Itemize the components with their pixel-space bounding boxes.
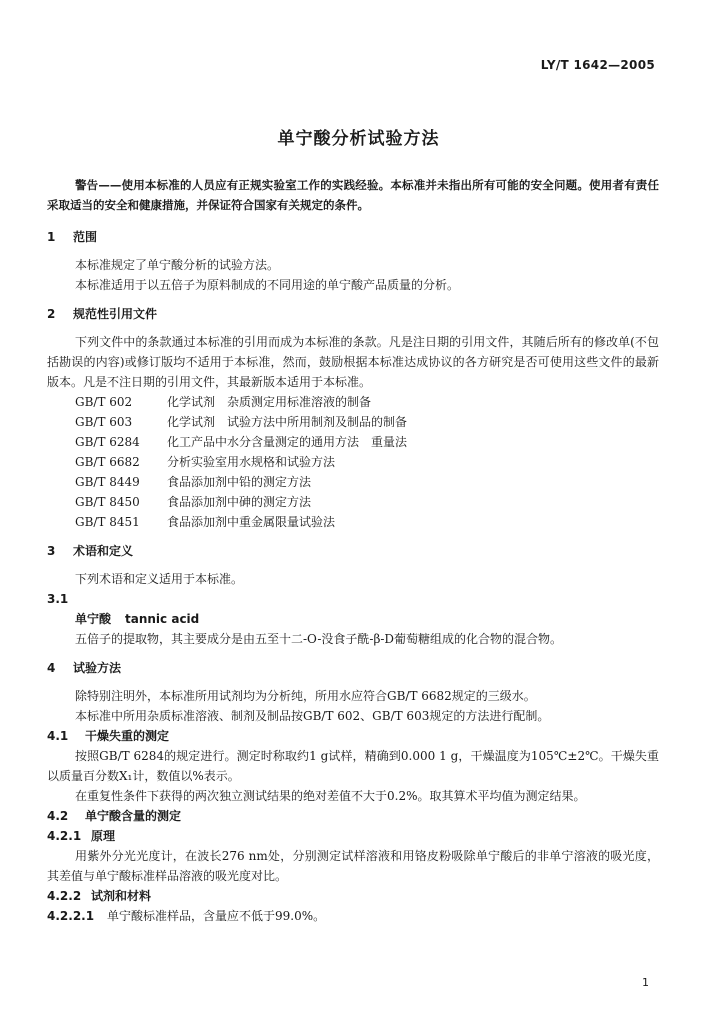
- paragraph: 本标准规定了单宁酸分析的试验方法。: [75, 258, 280, 272]
- subsubsection-heading-reagents: [47, 886, 659, 906]
- reference-name: 化工产品中水分含量测定的通用方法 重量法: [167, 435, 408, 449]
- reference-name: 分析实验室用水规格和试验方法: [167, 455, 336, 469]
- reference-item: [47, 512, 659, 532]
- reference-code: GB/T 8449: [75, 475, 140, 489]
- paragraph: 本标准适用于以五倍子为原料制成的不同用途的单宁酸产品质量的分析。: [75, 278, 460, 292]
- subsubsection-title: 原理: [91, 829, 116, 843]
- subsubsection-heading-principle: [47, 826, 659, 846]
- reference-code: GB/T 602: [75, 395, 133, 409]
- paragraph: 下列文件中的条款通过本标准的引用而成为本标准的条款。凡是注日期的引用文件，其随后所有的修改单(不包括勘误的内容)或修订版均不适用于本标准，然而，鼓励根据本标准达成协议的各方研究是否可使用这些文件的最新版本。凡是不注日期的引用文件，其最新版本适用于本标准。: [47, 335, 659, 389]
- reference-code: GB/T 603: [75, 415, 133, 429]
- clause-text: 单宁酸标准样品，含量应不低于99.0%。: [107, 909, 326, 923]
- section-title: 规范性引用文件: [73, 307, 158, 321]
- term-entry: [47, 609, 659, 629]
- section-heading-terms: [47, 541, 659, 561]
- section-number: 3: [47, 544, 56, 558]
- subsubsection-title: 试剂和材料: [91, 889, 152, 903]
- reference-code: GB/T 6284: [75, 435, 140, 449]
- subsection-title: 单宁酸含量的测定: [85, 809, 182, 823]
- subsection-number: 4.2: [47, 809, 69, 823]
- standard-code: LY/T 1642—2005: [540, 58, 655, 72]
- section-title: 术语和定义: [73, 544, 134, 558]
- reference-item: [47, 432, 659, 452]
- clause-item: [47, 906, 659, 926]
- reference-code: GB/T 8451: [75, 515, 140, 529]
- paragraph: 下列术语和定义适用于本标准。: [75, 572, 244, 586]
- clause-number: 4.2.2.1: [47, 909, 95, 923]
- reference-name: 化学试剂 试验方法中所用制剂及制品的制备: [167, 415, 408, 429]
- reference-name: 化学试剂 杂质测定用标准溶液的制备: [167, 395, 372, 409]
- page-number: 1: [642, 976, 649, 989]
- section-heading-test-methods: [47, 658, 659, 678]
- document-title: 单宁酸分析试验方法: [277, 129, 440, 149]
- reference-code: GB/T 8450: [75, 495, 140, 509]
- subsection-title: 干燥失重的测定: [85, 729, 170, 743]
- reference-list: [47, 392, 659, 532]
- section-title: 试验方法: [73, 661, 122, 675]
- paragraph: 在重复性条件下获得的两次独立测试结果的绝对差值不大于0.2%。取其算术平均值为测定结果。: [75, 789, 586, 803]
- term-chinese: 单宁酸: [75, 612, 112, 626]
- reference-item: [47, 412, 659, 432]
- subsection-number: 4.1: [47, 729, 69, 743]
- section-number: 4: [47, 661, 56, 675]
- section-heading-normative-references: [47, 304, 659, 324]
- reference-name: 食品添加剂中铅的测定方法: [167, 475, 312, 489]
- section-number: 2: [47, 307, 56, 321]
- section-heading-scope: [47, 227, 659, 247]
- term-english: tannic acid: [125, 612, 200, 626]
- term-definition: 五倍子的提取物，其主要成分是由五至十二-O-没食子酰-β-D葡萄糖组成的化合物的混合物。: [75, 632, 563, 646]
- paragraph: 用紫外分光光度计，在波长276 nm处，分别测定试样溶液和用铬皮粉吸除单宁酸后的非单宁溶液的吸光度，其差值与单宁酸标准样品溶液的吸光度对比。: [47, 849, 659, 883]
- document-body: [47, 175, 659, 926]
- subsubsection-number: 4.2.1: [47, 829, 82, 843]
- paragraph: 除特别注明外，本标准所用试剂均为分析纯，所用水应符合GB/T 6682规定的三级水。: [75, 689, 536, 703]
- section-number: 1: [47, 230, 56, 244]
- reference-item: [47, 472, 659, 492]
- reference-item: [47, 492, 659, 512]
- reference-name: 食品添加剂中重金属限量试验法: [167, 515, 336, 529]
- section-title: 范围: [73, 230, 98, 244]
- subsection-heading-loss-on-drying: [47, 726, 659, 746]
- subsection-heading-tannic-acid-content: [47, 806, 659, 826]
- paragraph: 按照GB/T 6284的规定进行。测定时称取约1 g试样，精确到0.000 1 g，干燥温度为105℃±2℃。干燥失重以质量百分数X₁计，数值以%表示。: [47, 749, 659, 783]
- reference-item: [47, 452, 659, 472]
- reference-item: [47, 392, 659, 412]
- subsubsection-number: 4.2.2: [47, 889, 82, 903]
- reference-name: 食品添加剂中砷的测定方法: [167, 495, 312, 509]
- paragraph: 本标准中所用杂质标准溶液、制剂及制品按GB/T 602、GB/T 603规定的方法进行配制。: [75, 709, 550, 723]
- term-number: 3.1: [47, 592, 69, 606]
- warning-paragraph: 警告——使用本标准的人员应有正规实验室工作的实践经验。本标准并未指出所有可能的安全问题。使用者有责任采取适当的安全和健康措施，并保证符合国家有关规定的条件。: [47, 178, 659, 212]
- reference-code: GB/T 6682: [75, 455, 140, 469]
